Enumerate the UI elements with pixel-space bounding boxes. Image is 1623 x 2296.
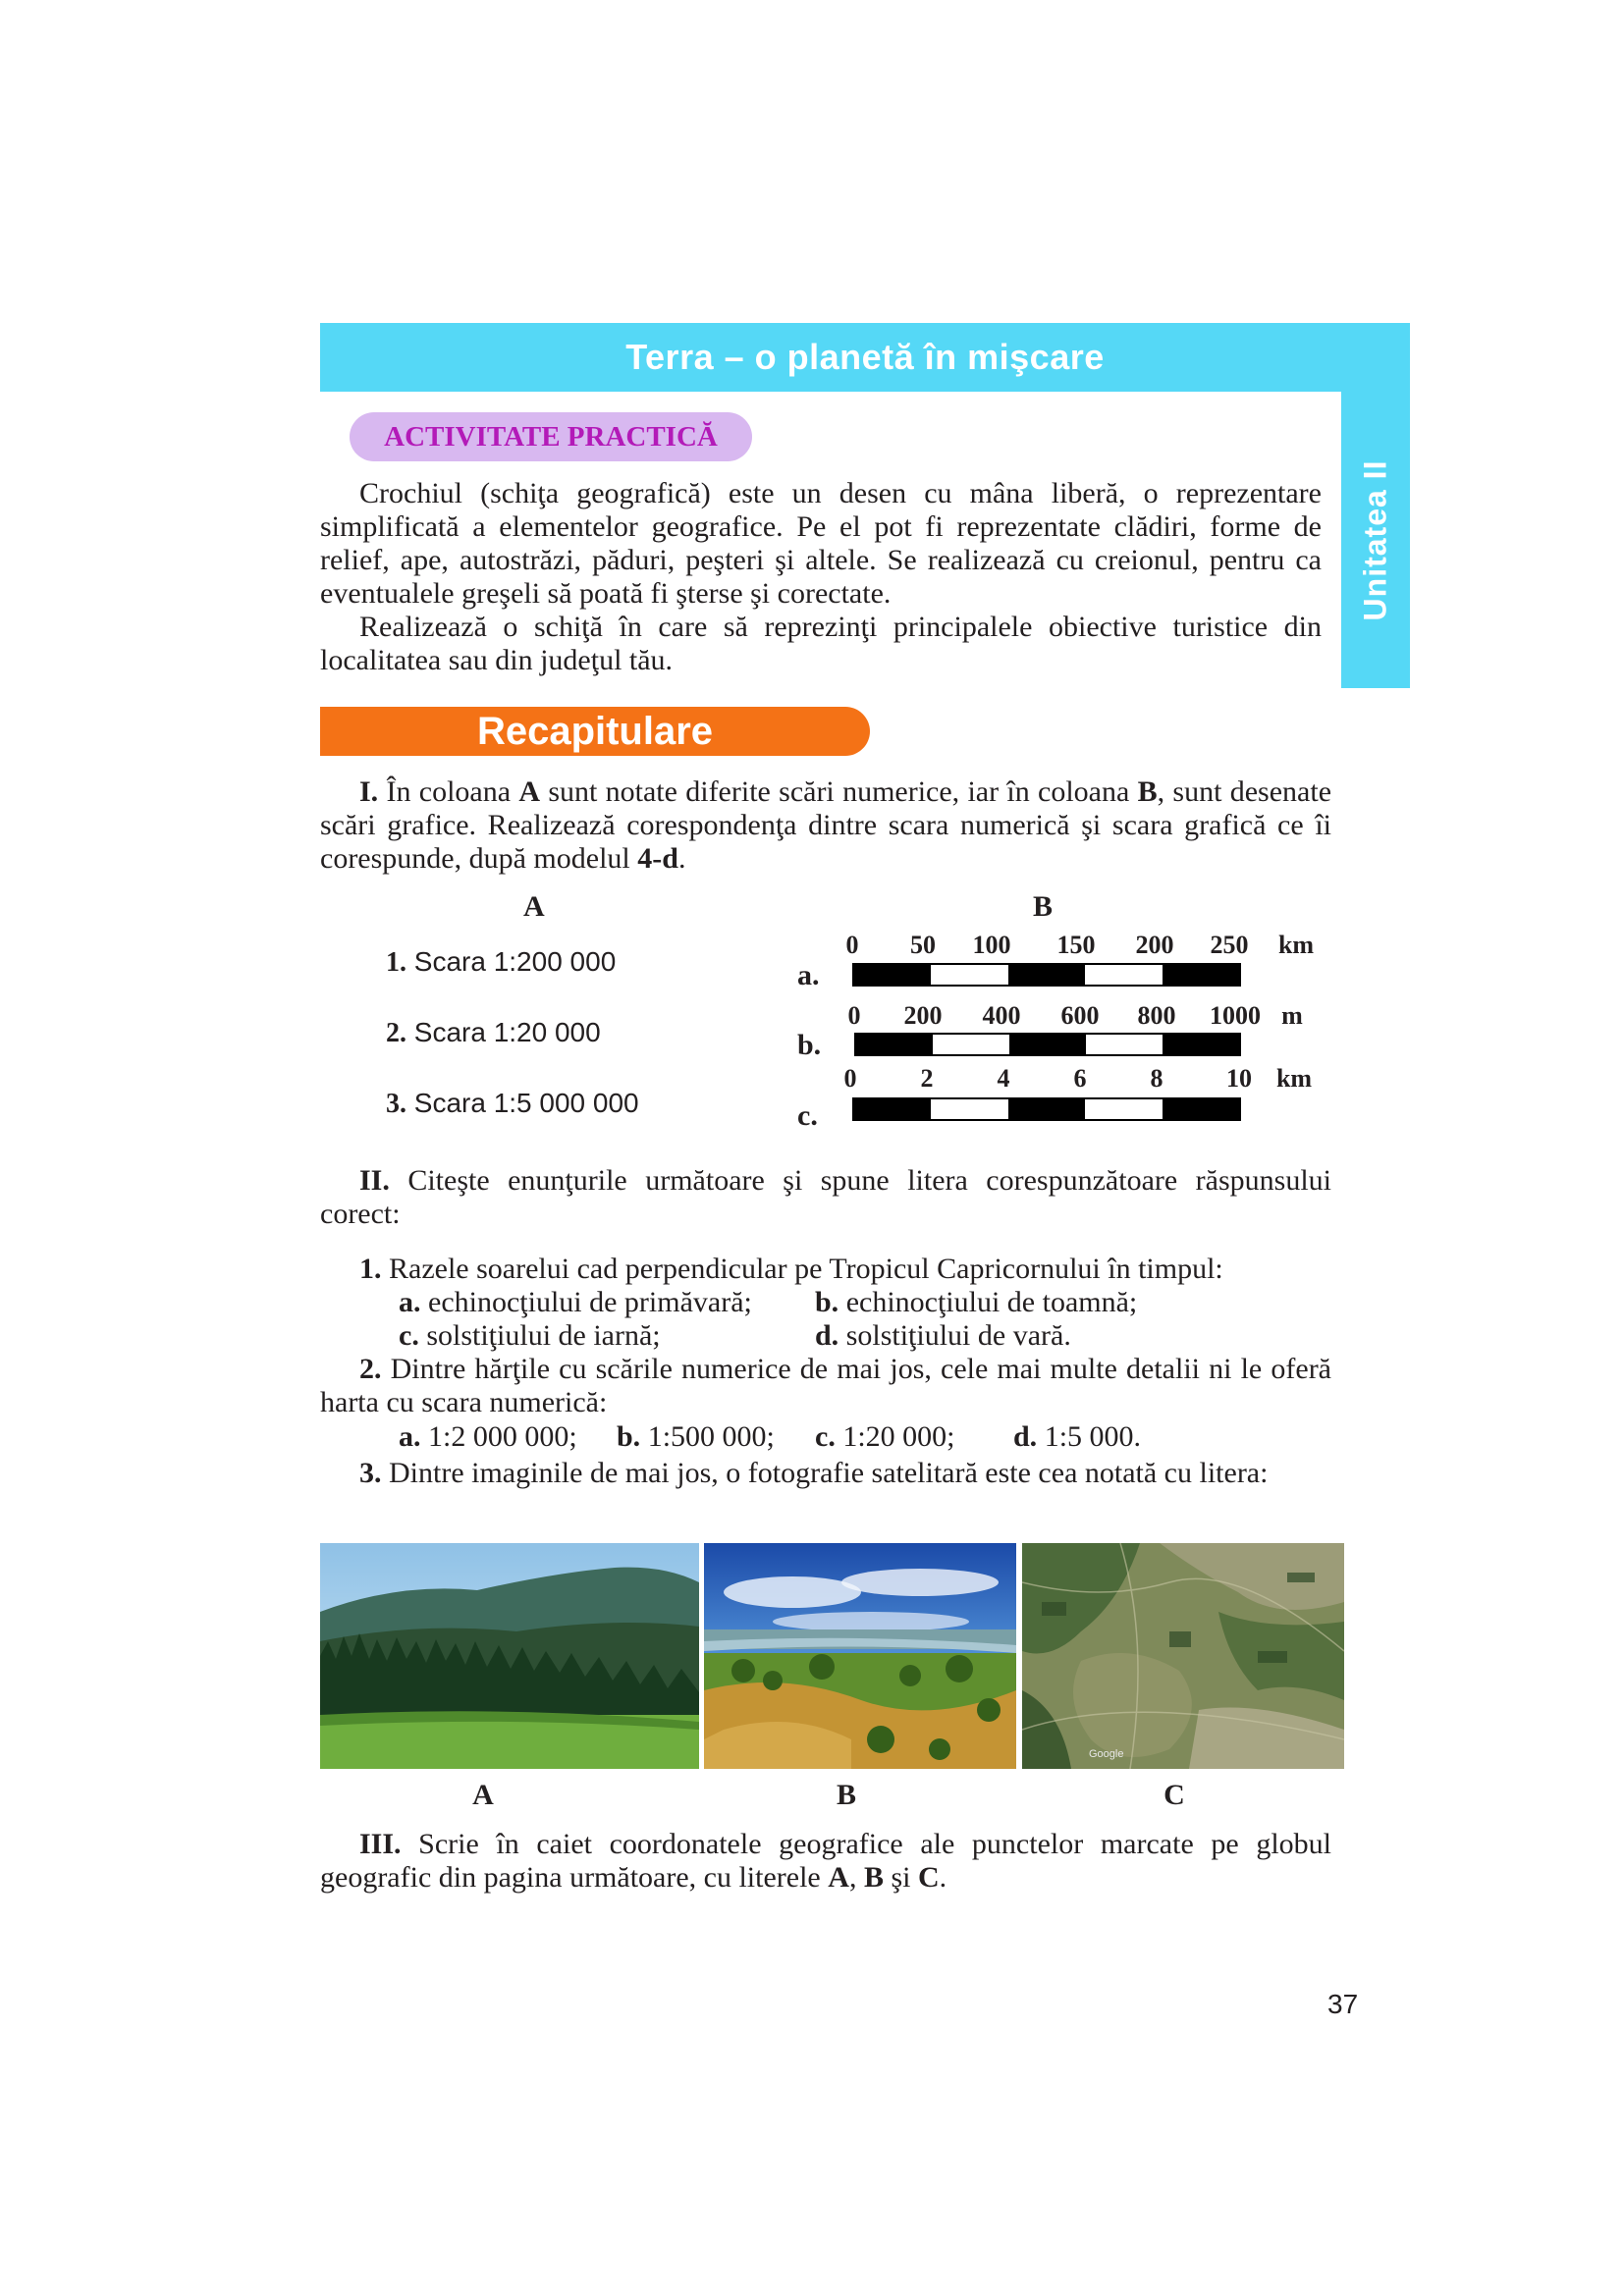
scale-a-letter: a. (797, 959, 820, 991)
scale-c-unit: km (1275, 1064, 1313, 1093)
scale-a-tick: 0 (845, 931, 859, 959)
practical-activity-badge: ACTIVITATE PRACTICĂ (350, 412, 752, 461)
photo-a-mountain-forest (320, 1543, 699, 1769)
exercise-3-statement: III. Scrie în caiet coordonatele geografice ale punctelor marcate pe globul geografic din pagina următoare, cu literele A, B şi C. (320, 1828, 1331, 1894)
q2-option-b: b. 1:500 000; (617, 1420, 775, 1453)
photo-a-label: A (472, 1779, 494, 1811)
scale-b-unit: m (1281, 1001, 1303, 1030)
exercise-1-statement: I. În coloana A sunt notate diferite scări numerice, iar în coloana B, sunt desenate scări grafice. Realizează corespondenţa dintre scara numerică şi scara grafică ce îi corespunde, după modelul 4-d. (320, 775, 1332, 875)
q1-option-a: a. echinocţiului de primăvară; (399, 1286, 752, 1318)
scale-c-tick: 0 (843, 1064, 857, 1093)
scale-c-tick: 6 (1073, 1064, 1087, 1093)
practical-paragraph-1: Crochiul (schiţa geografică) este un desen cu mâna liberă, o reprezentare simplificată a elementelor geografice. Pe el pot fi reprezentate clădiri, forme de relief, ape, autostrăzi, păduri, peşteri şi altele. Se realizează cu creionul, pentru ca eventualele greşeli să poată fi şterse şi corectate. (320, 477, 1322, 610)
chapter-title: Terra – o planetă în mişcare (625, 337, 1105, 377)
photo-b-river-landscape (704, 1543, 1016, 1769)
unit-label: Unitatea II (1357, 459, 1393, 620)
question-1: 1. Razele soarelui cad perpendicular pe Tropicul Capricornului în timpul: (359, 1253, 1223, 1285)
scale-a-tick: 200 (1135, 931, 1174, 959)
scale-a-tick: 50 (910, 931, 936, 959)
photo-c-satellite-view (1022, 1543, 1344, 1769)
scale-c-tick: 2 (920, 1064, 934, 1093)
question-3: 3. Dintre imaginile de mai jos, o fotografie satelitară este cea notată cu litera: (359, 1457, 1269, 1489)
q2-option-d: d. 1:5 000. (1013, 1420, 1142, 1453)
scale-a-bar (852, 963, 1241, 987)
q2-option-a: a. 1:2 000 000; (399, 1420, 577, 1453)
scale-b-tick: 600 (1060, 1001, 1100, 1030)
scale-c-bar (852, 1097, 1241, 1121)
column-b-heading: B (1033, 890, 1054, 923)
scale-a-tick: 250 (1210, 931, 1249, 959)
scale-a-tick: 150 (1056, 931, 1096, 959)
exercise-2-statement: II. Citeşte enunţurile următoare şi spune litera corespunzătoare răspunsului corect: (320, 1164, 1331, 1230)
google-watermark: Google (1089, 1748, 1124, 1760)
practical-paragraph-2: Realizează o schiţă în care să reprezinţi principalele obiective turistice din localitatea sau din judeţul tău. (320, 611, 1322, 676)
page-number: 37 (1327, 1989, 1359, 2019)
photo-c-label: C (1163, 1779, 1185, 1811)
photo-b-label: B (836, 1779, 857, 1811)
scale-c-tick: 10 (1226, 1064, 1252, 1093)
recap-title: Recapitulare (476, 710, 714, 753)
scale-c-letter: c. (797, 1099, 818, 1132)
practical-text (320, 477, 1322, 677)
numeric-scale-2: 2. Scara 1:20 000 (386, 1017, 601, 1048)
q1-option-c: c. solstiţiului de iarnă; (399, 1319, 661, 1352)
scale-b-tick: 1000 (1210, 1001, 1261, 1030)
scale-b-bar (854, 1033, 1241, 1056)
numeric-scale-1: 1. Scara 1:200 000 (386, 946, 617, 978)
numeric-scale-3: 3. Scara 1:5 000 000 (386, 1088, 639, 1119)
scale-b-tick: 0 (847, 1001, 861, 1030)
q2-option-c: c. 1:20 000; (815, 1420, 955, 1453)
scale-b-letter: b. (797, 1029, 822, 1061)
scale-a-tick: 100 (972, 931, 1011, 959)
scale-c-tick: 4 (997, 1064, 1010, 1093)
scale-b-tick: 800 (1137, 1001, 1176, 1030)
scale-a-unit: km (1277, 931, 1315, 959)
scale-b-tick: 200 (903, 1001, 943, 1030)
column-a-heading: A (523, 890, 545, 923)
question-2: 2. Dintre hărţile cu scările numerice de mai jos, cele mai multe detalii ni le oferă harta cu scara numerică: (320, 1353, 1331, 1418)
scale-c-tick: 8 (1150, 1064, 1163, 1093)
scale-b-tick: 400 (982, 1001, 1021, 1030)
q1-option-b: b. echinocţiului de toamnă; (815, 1286, 1138, 1318)
q1-option-d: d. solstiţiului de vară. (815, 1319, 1071, 1352)
